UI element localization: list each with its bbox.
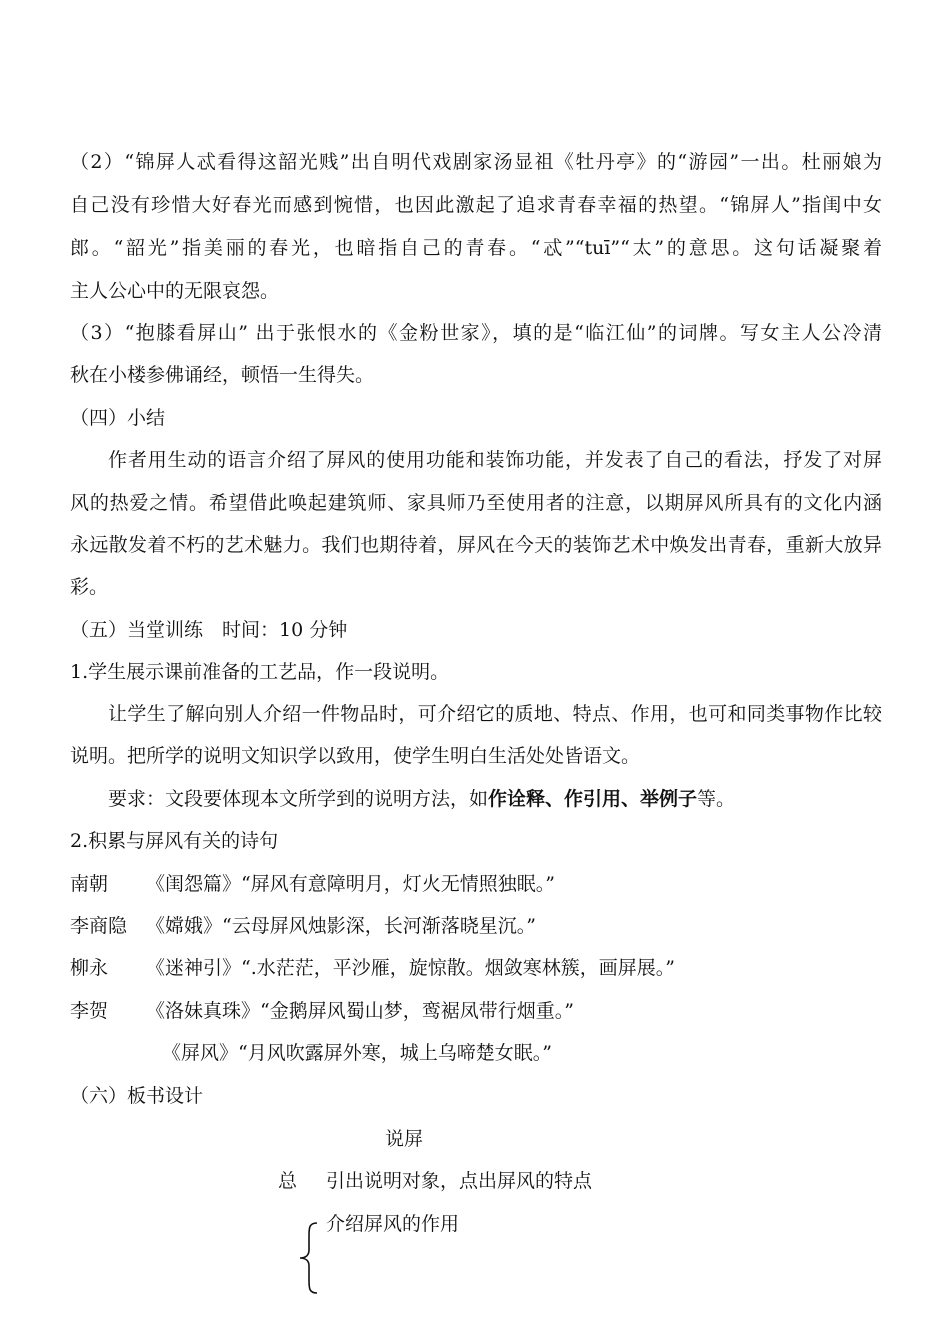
practice-heading: （五）当堂训练 时间：10 分钟 — [70, 619, 348, 641]
board-sub-item: 介绍屏风的作用 — [326, 1213, 460, 1235]
curly-brace-icon — [297, 1222, 319, 1294]
board-heading: （六）板书设计 — [70, 1085, 204, 1107]
poem-text: 《迷神引》“.水茫茫，平沙雁，旋惊散。烟敛寒林簇，画屏展。” — [146, 957, 675, 979]
task2-title: 2.积累与屏风有关的诗句 — [70, 830, 279, 852]
poem-author: 柳永 — [70, 957, 109, 979]
requirement-line — [108, 786, 735, 812]
summary-line2: 风的热爱之情。希望借此唤起建筑师、家具师乃至使用者的注意，以期屏风所具有的文化内涵 — [70, 492, 882, 514]
task1-title: 1.学生展示课前准备的工艺品，作一段说明。 — [70, 661, 450, 683]
summary-line1: 作者用生动的语言介绍了屏风的使用功能和装饰功能，并发表了自己的看法，抒发了对屏 — [108, 449, 882, 471]
item2-line3: 郎。“韶光”指美丽的春光，也暗指自己的青春。“忒”“tuī”“太”的意思。这句话凝聚着 — [70, 237, 882, 259]
item3-line2: 秋在小楼参佛诵经，顿悟一生得失。 — [70, 364, 375, 386]
requirement-methods: 作诠释、作引用、举例子 — [488, 788, 698, 810]
board-zong-text: 引出说明对象，点出屏风的特点 — [326, 1170, 593, 1192]
requirement-prefix: 要求：文段要体现本文所学到的说明方法，如 — [108, 788, 489, 810]
task1-line1: 让学生了解向别人介绍一件物品时，可介绍它的质地、特点、作用，也可和同类事物作比较 — [108, 703, 882, 725]
poem-author: 李商隐 — [70, 915, 128, 937]
item2-line2: 自己没有珍惜大好春光而感到惋惜，也因此激起了追求青春幸福的热望。“锦屏人”指闺中女 — [70, 194, 882, 216]
item2-line1: （2）“锦屏人忒看得这韶光贱”出自明代戏剧家汤显祖《牡丹亭》的“游园”一出。杜丽娘为 — [70, 151, 882, 173]
board-title: 说屏 — [385, 1128, 424, 1150]
summary-line3: 永远散发着不朽的艺术魅力。我们也期待着，屏风在今天的装饰艺术中焕发出青春，重新大放异 — [70, 534, 882, 556]
summary-line4: 彩。 — [70, 576, 109, 598]
poem-author: 南朝 — [70, 873, 109, 895]
poem-text: 《洛妹真珠》“金鹅屏风蜀山梦，鸾裾凤带行烟重。” — [146, 1000, 574, 1022]
poem-text: 《屏风》“月风吹露屏外寒，城上乌啼楚女眠。” — [162, 1042, 552, 1064]
item3-line1: （3）“抱膝看屏山” 出于张恨水的《金粉世家》，填的是“临江仙”的词牌。写女主人公冷清 — [70, 322, 882, 344]
poem-text: 《闺怨篇》“屏风有意障明月，灯火无情照独眠。” — [146, 873, 555, 895]
summary-heading: （四）小结 — [70, 407, 166, 429]
task1-line2: 说明。把所学的说明文知识学以致用，使学生明白生活处处皆语文。 — [70, 745, 641, 767]
requirement-suffix: 等。 — [697, 788, 736, 810]
poem-author: 李贺 — [70, 1000, 109, 1022]
poem-text: 《嫦娥》“云母屏风烛影深，长河渐落晓星沉。” — [146, 915, 536, 937]
item2-line4: 主人公心中的无限哀怨。 — [70, 280, 280, 302]
board-zong-label: 总 — [278, 1170, 298, 1192]
